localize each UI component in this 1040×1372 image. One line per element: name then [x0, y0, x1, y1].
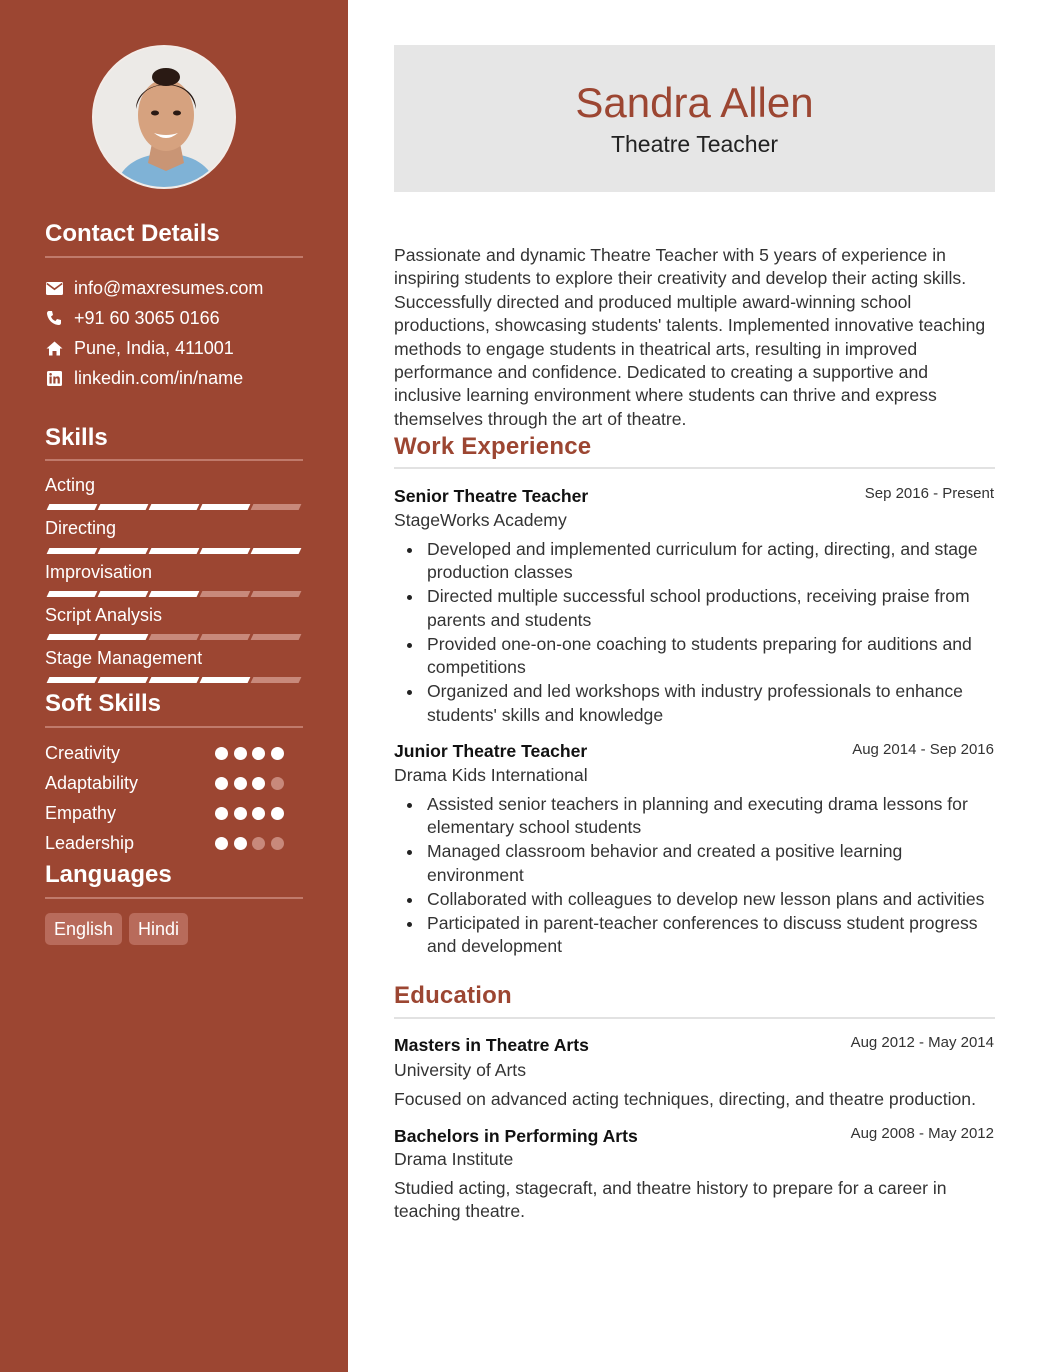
contact-location	[45, 337, 234, 359]
job-title: Junior Theatre Teacher	[394, 741, 588, 761]
skill-rating-bar	[45, 634, 303, 640]
contact-details-heading: Contact Details	[45, 220, 220, 247]
skill-level-segment	[47, 504, 98, 510]
soft-skill-dot	[215, 777, 228, 790]
soft-skill-label: Leadership	[45, 833, 135, 853]
job-organization: Drama Kids International	[394, 765, 588, 785]
skill-level-segment	[98, 504, 149, 510]
skill-label: Directing	[45, 518, 117, 538]
skill-label: Improvisation	[45, 562, 153, 582]
skill-label: Acting	[45, 475, 96, 495]
linkedin-text: linkedin.com/in/name	[74, 367, 244, 388]
education-date: Aug 2008 - May 2012	[850, 1125, 994, 1142]
soft-skills-divider	[45, 726, 303, 728]
skill-level-segment	[98, 548, 149, 554]
education-date: Aug 2012 - May 2014	[850, 1034, 994, 1051]
education-description: Focused on advanced acting techniques, directing, and theatre production.	[394, 1089, 976, 1109]
profile-photo	[92, 45, 236, 189]
skill-level-segment	[251, 548, 302, 554]
contact-email[interactable]	[45, 277, 263, 299]
skill-level-segment	[251, 677, 302, 683]
name-header	[394, 45, 995, 192]
soft-skills-heading: Soft Skills	[45, 690, 162, 717]
skills-heading: Skills	[45, 424, 108, 451]
soft-skill-dot	[234, 837, 247, 850]
sidebar	[0, 0, 348, 1372]
skill-rating-bar	[45, 504, 303, 510]
contact-linkedin[interactable]	[45, 367, 243, 389]
skill-level-segment	[149, 677, 200, 683]
soft-skill-dot	[215, 807, 228, 820]
degree-title: Bachelors in Performing Arts	[394, 1126, 638, 1146]
list-item: Collaborated with colleagues to develop new lesson plans and activities	[394, 888, 995, 911]
soft-skill-dot	[252, 777, 265, 790]
soft-skill-dot	[252, 837, 265, 850]
skill-level-segment	[98, 591, 149, 597]
profile-summary: Passionate and dynamic Theatre Teacher with 5 years of experience in inspiring students to explore their creativity and develop their acting skills. Successfully directed and produced multiple award-winning school productions, showcasing students' talents. Implemented innovative teaching methods to engage students in theatrical arts, resulting in improved performance and confidence. Dedicated to creating a supportive and inclusive learning environment where students can thrive and express themselves through the art of theatre.	[394, 245, 986, 429]
skill-level-segment	[98, 634, 149, 640]
skill-rating-bar	[45, 591, 303, 597]
soft-skill-label: Empathy	[45, 803, 117, 823]
work-divider	[394, 467, 995, 469]
education-heading: Education	[394, 982, 512, 1009]
skill-level-segment	[47, 591, 98, 597]
phone-text: +91 60 3065 0166	[74, 307, 220, 328]
languages-heading: Languages	[45, 861, 172, 888]
soft-skill-label: Adaptability	[45, 773, 139, 793]
skill-level-segment	[251, 591, 302, 597]
skill-level-segment	[149, 548, 200, 554]
job-bullets	[394, 793, 995, 959]
job-title: Senior Theatre Teacher	[394, 486, 589, 506]
skill-level-segment	[200, 634, 251, 640]
languages-divider	[45, 897, 303, 899]
skill-rating-bar	[45, 677, 303, 683]
language-chip: English	[45, 913, 122, 945]
job-bullets	[394, 538, 995, 728]
skill-rating-bar	[45, 548, 303, 554]
skill-level-segment	[47, 634, 98, 640]
soft-skill-dot	[252, 807, 265, 820]
list-item: Directed multiple successful school productions, receiving praise from parents and students	[394, 585, 995, 632]
soft-skill-dot	[271, 807, 284, 820]
skill-level-segment	[200, 591, 251, 597]
email-text: info@maxresumes.com	[74, 277, 264, 298]
skill-level-segment	[251, 504, 302, 510]
candidate-title: Theatre Teacher	[610, 131, 779, 157]
list-item: Organized and led workshops with industry professionals to enhance students' skills and knowledge	[394, 680, 995, 727]
skill-level-segment	[200, 504, 251, 510]
skill-level-segment	[47, 677, 98, 683]
skill-level-segment	[200, 548, 251, 554]
skill-label: Script Analysis	[45, 605, 163, 625]
school-name: University of Arts	[394, 1060, 526, 1080]
skill-level-segment	[149, 634, 200, 640]
location-text: Pune, India, 411001	[74, 337, 234, 358]
soft-skill-dot	[252, 747, 265, 760]
job-date: Sep 2016 - Present	[864, 485, 994, 502]
soft-skill-dot	[271, 777, 284, 790]
soft-skill-dot	[215, 837, 228, 850]
job-organization: StageWorks Academy	[394, 510, 567, 530]
soft-skill-dot	[234, 777, 247, 790]
list-item: Developed and implemented curriculum for acting, directing, and stage production classes	[394, 538, 995, 585]
job-date: Aug 2014 - Sep 2016	[852, 741, 994, 758]
degree-title: Masters in Theatre Arts	[394, 1035, 589, 1055]
linkedin-icon	[45, 369, 63, 387]
envelope-icon	[45, 279, 63, 297]
avatar-portrait	[94, 47, 236, 189]
phone-icon	[45, 309, 63, 327]
skills-divider	[45, 459, 303, 461]
soft-skill-dot	[234, 747, 247, 760]
language-chip: Hindi	[129, 913, 188, 945]
skill-level-segment	[98, 677, 149, 683]
skill-level-segment	[47, 548, 98, 554]
skill-level-segment	[149, 504, 200, 510]
contact-divider	[45, 256, 303, 258]
skill-level-segment	[251, 634, 302, 640]
skill-label: Stage Management	[45, 648, 203, 668]
list-item: Managed classroom behavior and created a positive learning environment	[394, 840, 995, 887]
work-experience-heading: Work Experience	[394, 433, 592, 460]
soft-skill-dot	[271, 747, 284, 760]
home-icon	[45, 339, 63, 357]
education-description: Studied acting, stagecraft, and theatre history to prepare for a career in teaching theatre.	[394, 1178, 947, 1222]
school-name: Drama Institute	[394, 1149, 514, 1169]
soft-skill-dot	[271, 837, 284, 850]
soft-skill-dot	[215, 747, 228, 760]
list-item: Provided one-on-one coaching to students preparing for auditions and competitions	[394, 633, 995, 680]
skill-level-segment	[149, 591, 200, 597]
contact-phone[interactable]	[45, 307, 220, 329]
candidate-name: Sandra Allen	[575, 79, 814, 126]
soft-skill-label: Creativity	[45, 743, 121, 763]
skill-level-segment	[200, 677, 251, 683]
soft-skill-dot	[234, 807, 247, 820]
list-item: Assisted senior teachers in planning and executing drama lessons for elementary school students	[394, 793, 995, 840]
education-divider	[394, 1017, 995, 1019]
list-item: Participated in parent-teacher conferences to discuss student progress and development	[394, 912, 995, 959]
